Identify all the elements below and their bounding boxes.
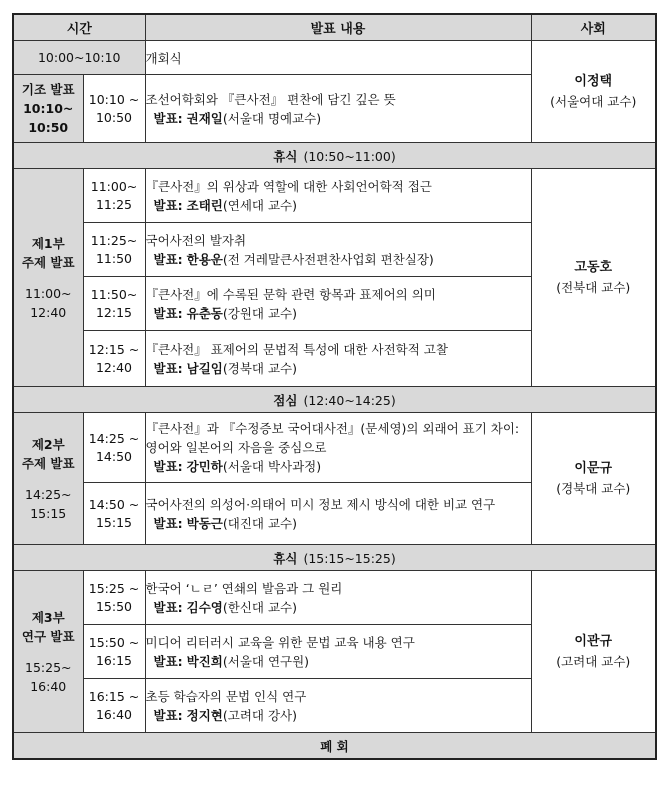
talk-title: 초등 학습자의 문법 인식 연구 <box>145 688 307 704</box>
talk-presenter <box>146 196 531 215</box>
opening-title: 개회식 <box>145 41 531 75</box>
presenter-name: 강민하 <box>186 459 223 474</box>
talk-time: 11:00~ 11:25 <box>83 169 145 223</box>
break-time: (15:15~15:25) <box>303 550 396 566</box>
talk-presenter <box>146 359 531 378</box>
talk-presenter <box>146 652 531 671</box>
presenter-name: 한용운 <box>186 251 223 267</box>
talk-presenter <box>146 706 531 725</box>
header-time: 시간 <box>13 14 145 41</box>
presenter-label: 발표: <box>153 515 183 531</box>
presenter-name: 유춘동 <box>186 305 223 321</box>
talk-title: 『큰사전』과 『수정증보 국어대사전』(문세영)의 외래어 표기 차이: 영어와 일본어의 자음을 중심으로 <box>145 421 520 455</box>
chair-cell-4 <box>531 571 656 733</box>
break-label: 휴식 <box>273 550 298 566</box>
presenter-name: 박동근 <box>186 515 223 531</box>
presenter-affiliation: (대진대 교수) <box>222 515 297 531</box>
talk-time: 11:25~ 11:50 <box>83 223 145 277</box>
break-time: (10:50~11:00) <box>303 148 396 164</box>
presenter-affiliation: (강원대 교수) <box>222 305 297 321</box>
presenter-affiliation: (서울대 명예교수) <box>222 110 322 126</box>
presenter-affiliation: (연세대 교수) <box>222 197 297 213</box>
break-cell <box>13 143 656 169</box>
lunch-time: (12:40~14:25) <box>303 392 396 408</box>
chair-affiliation: (서울여대 교수) <box>550 93 637 109</box>
talk-presenter <box>146 304 531 323</box>
talk-presenter <box>146 514 531 533</box>
talk-cell <box>145 277 531 331</box>
talk-time: 15:25 ~ 15:50 <box>83 571 145 625</box>
talk-cell <box>145 571 531 625</box>
closing-label: 폐 회 <box>320 738 349 754</box>
talk-time: 14:25 ~ 14:50 <box>83 413 145 483</box>
chair-affiliation: (고려대 교수) <box>556 653 631 669</box>
presenter-label: 발표: <box>153 360 183 376</box>
talk-title: 『큰사전』 표제어의 문법적 특성에 대한 사전학적 고찰 <box>145 341 448 357</box>
talk-time: 16:15 ~ 16:40 <box>83 679 145 733</box>
talk-title: 국어사전의 발자취 <box>145 232 247 248</box>
presenter-label: 발표: <box>153 197 183 213</box>
schedule-table <box>12 13 657 760</box>
session1-talk-row <box>13 169 656 223</box>
lunch-row <box>13 387 656 413</box>
session-label: 기조 발표 <box>21 82 75 97</box>
talk-time: 14:50 ~ 15:15 <box>83 483 145 545</box>
session2-talk-row <box>13 413 656 483</box>
talk-cell <box>145 413 531 483</box>
presenter-affiliation: (서울대 연구원) <box>222 653 310 669</box>
closing-cell <box>13 733 656 760</box>
chair-name: 이문규 <box>574 460 613 476</box>
session-label: 제3부 연구 발표 <box>21 609 75 644</box>
talk-cell <box>145 169 531 223</box>
chair-affiliation: (경북대 교수) <box>556 480 631 496</box>
presenter-affiliation: (경북대 교수) <box>222 360 297 376</box>
talk-title: 『큰사전』의 위상과 역할에 대한 사회언어학적 접근 <box>145 178 432 194</box>
break-row <box>13 545 656 571</box>
presenter-name: 정지현 <box>186 707 223 723</box>
header-row <box>13 14 656 41</box>
lunch-cell <box>13 387 656 413</box>
talk-title: 한국어 ‘ㄴㄹ’ 연쇄의 발음과 그 원리 <box>145 580 343 596</box>
session-time: 11:00~ 12:40 <box>25 285 72 320</box>
chair-cell-3 <box>531 413 656 545</box>
presenter-name: 박진희 <box>186 653 223 669</box>
talk-presenter <box>146 457 531 476</box>
session-label: 제2부 주제 발표 <box>21 436 75 471</box>
talk-title: 『큰사전』에 수록된 문학 관련 항목과 표제어의 의미 <box>145 286 436 302</box>
closing-row <box>13 733 656 760</box>
opening-time: 10:00~10:10 <box>13 41 145 75</box>
presenter-label: 발표: <box>153 110 183 126</box>
chair-cell-1 <box>531 41 656 143</box>
presenter-affiliation: (전 겨레말큰사전편찬사업회 편찬실장) <box>222 251 434 267</box>
talk-presenter <box>146 250 531 269</box>
talk-presenter <box>146 109 531 128</box>
opening-row <box>13 41 656 75</box>
talk-cell <box>145 625 531 679</box>
presenter-label: 발표: <box>153 653 183 669</box>
presenter-name: 남길임 <box>186 360 223 376</box>
talk-cell <box>145 679 531 733</box>
chair-name: 이정택 <box>574 73 613 89</box>
talk-time: 10:10 ~ 10:50 <box>83 75 145 143</box>
session3-talk-row <box>13 571 656 625</box>
talk-cell <box>145 75 531 143</box>
session1-cell <box>13 169 83 387</box>
presenter-name: 권재일 <box>186 110 223 126</box>
session-label: 제1부 주제 발표 <box>21 235 75 270</box>
session-time: 15:25~ 16:40 <box>25 659 72 694</box>
break-cell <box>13 545 656 571</box>
chair-cell-2 <box>531 169 656 387</box>
presenter-affiliation: (서울대 박사과정) <box>222 459 322 474</box>
presenter-label: 발표: <box>153 599 183 615</box>
presenter-name: 조태린 <box>186 197 223 213</box>
presenter-label: 발표: <box>153 459 183 474</box>
talk-title: 국어사전의 의성어·의태어 미시 정보 제시 방식에 대한 비교 연구 <box>145 496 496 512</box>
session3-cell <box>13 571 83 733</box>
chair-name: 고동호 <box>574 259 613 275</box>
break-label: 휴식 <box>273 148 298 164</box>
talk-cell <box>145 331 531 387</box>
talk-cell <box>145 223 531 277</box>
presenter-affiliation: (고려대 강사) <box>222 707 297 723</box>
presenter-affiliation: (한신대 교수) <box>222 599 297 615</box>
session-time: 14:25~ 15:15 <box>25 486 72 521</box>
presenter-label: 발표: <box>153 305 183 321</box>
talk-title: 미디어 리터러시 교육을 위한 문법 교육 내용 연구 <box>145 634 415 650</box>
header-content: 발표 내용 <box>145 14 531 41</box>
chair-affiliation: (전북대 교수) <box>556 279 631 295</box>
talk-time: 11:50~ 12:15 <box>83 277 145 331</box>
program-schedule <box>12 13 657 760</box>
session2-cell <box>13 413 83 545</box>
keynote-session-cell <box>13 75 83 143</box>
talk-presenter <box>146 598 531 617</box>
presenter-name: 김수영 <box>186 599 223 615</box>
chair-name: 이관규 <box>574 633 613 649</box>
talk-time: 12:15 ~ 12:40 <box>83 331 145 387</box>
talk-cell <box>145 483 531 545</box>
header-chair: 사회 <box>531 14 656 41</box>
talk-time: 15:50 ~ 16:15 <box>83 625 145 679</box>
session-time: 10:10~ 10:50 <box>23 101 74 135</box>
lunch-label: 점심 <box>273 392 298 408</box>
break-row <box>13 143 656 169</box>
talk-title: 조선어학회와 『큰사전』 편찬에 담긴 깊은 뜻 <box>145 91 396 107</box>
presenter-label: 발표: <box>153 251 183 267</box>
presenter-label: 발표: <box>153 707 183 723</box>
